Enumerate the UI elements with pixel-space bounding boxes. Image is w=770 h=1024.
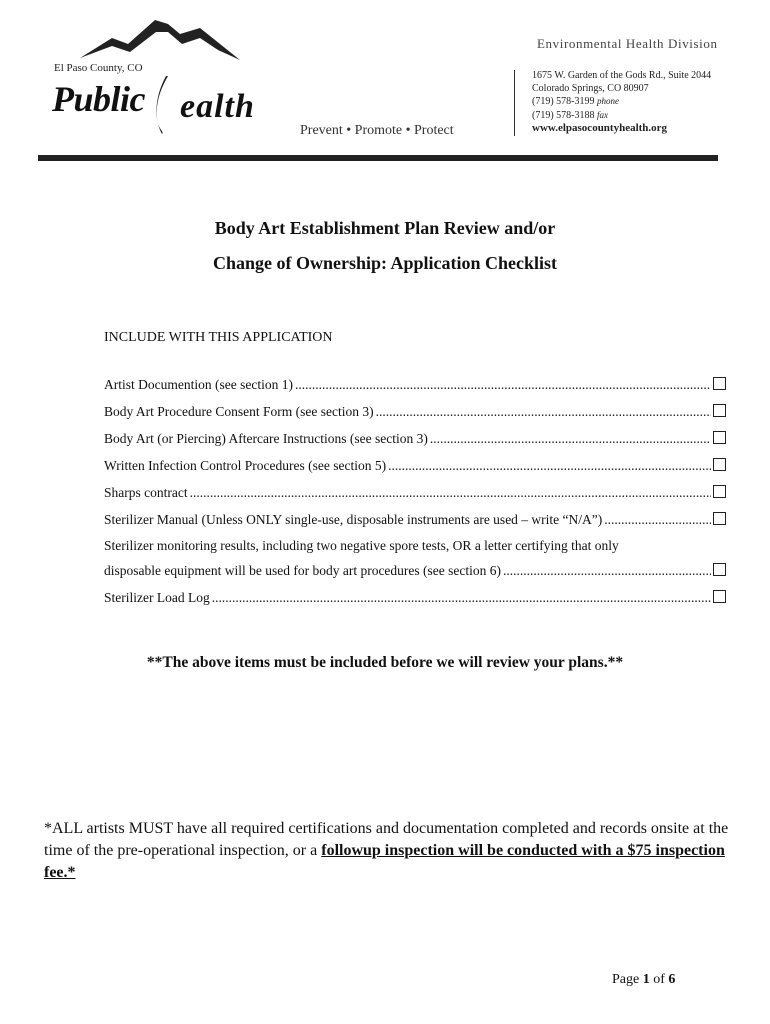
fax-label: fax <box>597 109 608 120</box>
document-title-line-2: Change of Ownership: Application Checklist <box>212 253 558 273</box>
checkbox[interactable] <box>713 512 726 525</box>
artists-requirement-note <box>44 818 734 884</box>
header-divider <box>514 70 515 136</box>
county-label: El Paso County, CO <box>54 62 143 74</box>
checklist-item-label: Sterilizer Load Log <box>104 590 210 605</box>
tagline: Prevent • Promote • Protect <box>300 123 454 138</box>
phone-number: (719) 578-3199 <box>532 96 595 107</box>
phone-line <box>532 95 711 109</box>
public-health-logo <box>50 10 310 140</box>
address-line-1: 1675 W. Garden of the Gods Rd., Suite 2044 <box>532 70 712 81</box>
leader-dots <box>212 590 711 606</box>
phone-label: phone <box>597 96 619 106</box>
document-title-line-1: Body Art Establishment Plan Review and/or <box>214 218 556 238</box>
checklist-item-label: Sterilizer monitoring results, including two negative spore tests, OR a letter certifying that only <box>104 538 619 553</box>
leader-dots <box>295 377 711 393</box>
leader-dots <box>430 431 711 447</box>
checklist-item-label: Body Art (or Piercing) Aftercare Instructions (see section 3) <box>104 431 428 446</box>
checkbox[interactable] <box>713 590 726 603</box>
checklist-heading: INCLUDE WITH THIS APPLICATION <box>104 330 333 345</box>
checklist-item <box>104 430 726 457</box>
address-line-2: Colorado Springs, CO 80907 <box>532 82 649 94</box>
fax-line <box>532 109 711 123</box>
checklist-item-first-line <box>104 538 726 562</box>
checklist-item <box>104 589 726 616</box>
checklist-item-label: Body Art Procedure Consent Form (see section 3) <box>104 404 374 419</box>
fax-number: (719) 578-3188 <box>532 109 595 121</box>
artists-note-text: *ALL artists MUST have all required certifications and documentation completed and records onsite at the time of the pre-operational inspection, or a <box>44 820 729 859</box>
checklist-item <box>104 457 726 484</box>
checkbox[interactable] <box>713 485 726 498</box>
required-items-notice: **The above items must be included before we will review your plans.** <box>146 654 624 671</box>
address-block <box>532 70 711 122</box>
logo-health-text: ealth <box>180 88 255 125</box>
checklist-item <box>104 562 726 589</box>
logo-public-text: Public <box>52 79 145 119</box>
checkbox[interactable] <box>713 431 726 444</box>
leader-dots <box>503 563 711 579</box>
page-total: 6 <box>668 972 676 987</box>
website-link[interactable]: www.elpasocountyhealth.org <box>532 122 668 134</box>
checklist <box>104 376 726 616</box>
checkbox[interactable] <box>713 458 726 471</box>
division-name: Environmental Health Division <box>537 36 718 51</box>
checkbox[interactable] <box>713 404 726 417</box>
checklist-item-label: Artist Documention (see section 1) <box>104 377 293 392</box>
checklist-item <box>104 376 726 403</box>
header-rule <box>38 155 718 161</box>
checklist-item-label: disposable equipment will be used for body art procedures (see section 6) <box>104 563 502 578</box>
checklist-item <box>104 511 726 538</box>
artists-note-emphasis: followup inspection will be conducted with a $75 inspection fee.* <box>44 842 725 881</box>
page-number <box>612 972 675 988</box>
checklist-item-label: Written Infection Control Procedures (see section 5) <box>104 458 387 473</box>
page-current: 1 <box>642 972 650 987</box>
leader-dots <box>376 404 711 420</box>
checkbox[interactable] <box>713 377 726 390</box>
checklist-item-label: Sterilizer Manual (Unless ONLY single-use, disposable instruments are used – write “N/A”) <box>104 512 603 527</box>
leader-dots <box>190 485 711 501</box>
checklist-item-label: Sharps contract <box>104 485 188 500</box>
checkbox[interactable] <box>713 563 726 576</box>
page-prefix: Page <box>612 972 643 987</box>
checklist-item <box>104 484 726 511</box>
checklist-item <box>104 403 726 430</box>
page-mid: of <box>649 972 669 987</box>
leader-dots <box>604 512 711 528</box>
leader-dots <box>388 458 711 474</box>
